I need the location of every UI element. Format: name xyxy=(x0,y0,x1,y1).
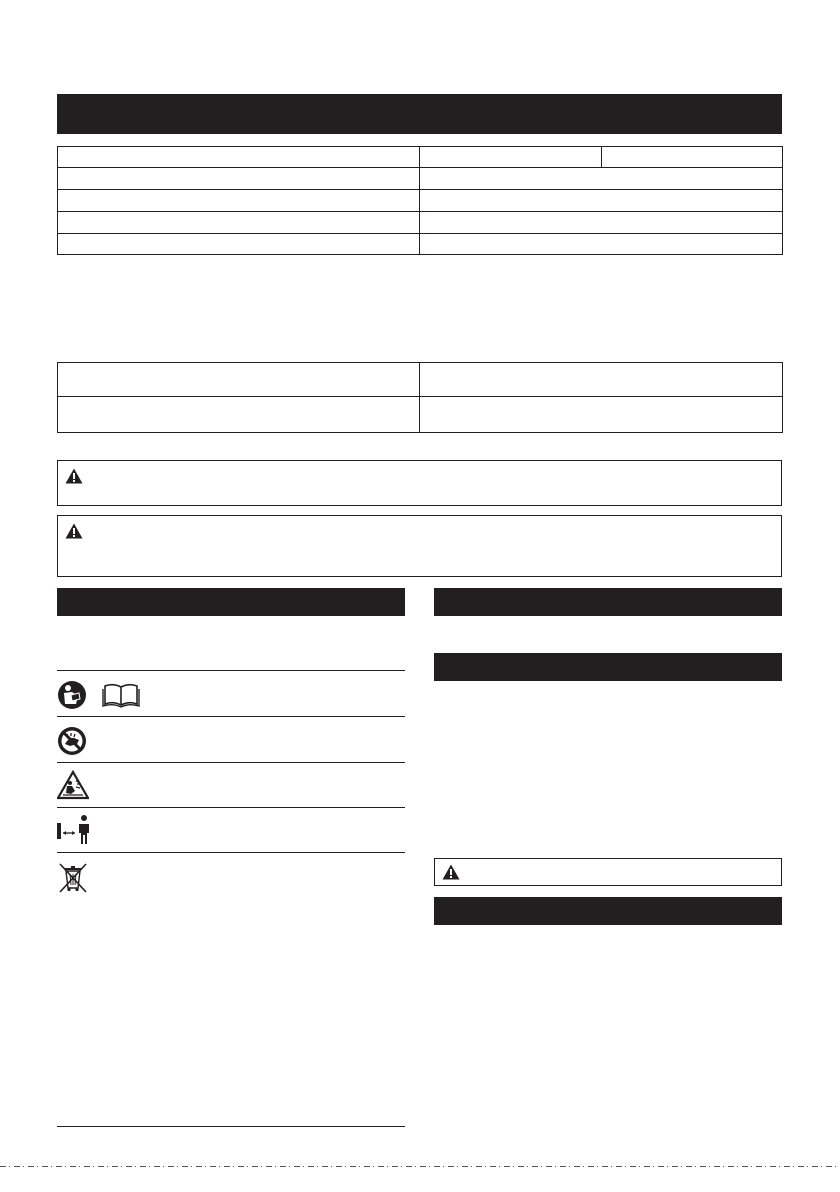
spec-cell xyxy=(420,147,602,168)
specification-table xyxy=(57,146,783,255)
symbol-row xyxy=(57,763,405,807)
warning-triangle-icon xyxy=(65,523,83,539)
page-bottom-edge xyxy=(0,1166,840,1167)
spec-cell xyxy=(420,212,783,234)
crossed-bin-icon xyxy=(57,861,89,893)
read-manual-icon xyxy=(57,680,149,710)
spec-cell xyxy=(58,212,420,234)
vibration-cell xyxy=(58,363,420,397)
symbol-row xyxy=(57,853,405,1125)
vibration-table xyxy=(57,362,783,433)
vibration-cell xyxy=(420,363,783,397)
warning-box xyxy=(434,858,782,886)
no-wet-hands-icon xyxy=(57,726,87,756)
symbol-row xyxy=(57,717,405,762)
warning-box xyxy=(57,515,782,577)
spec-cell xyxy=(420,190,783,212)
page-title-bar xyxy=(57,94,782,134)
vibration-cell xyxy=(58,397,420,433)
symbol-row xyxy=(57,808,405,852)
spec-cell xyxy=(58,147,420,168)
warning-triangle-icon xyxy=(65,468,83,484)
symbol-divider xyxy=(57,1126,405,1127)
warning-triangle-icon xyxy=(442,864,460,880)
spec-cell xyxy=(58,190,420,212)
section-heading-bar xyxy=(434,653,782,681)
vibration-cell xyxy=(420,397,783,433)
section-heading-bar xyxy=(434,897,782,925)
symbol-row xyxy=(57,671,405,716)
flying-debris-hazard-icon xyxy=(57,770,89,800)
spec-cell xyxy=(420,168,783,190)
keep-distance-icon xyxy=(57,814,97,846)
spec-cell xyxy=(58,168,420,190)
spec-cell xyxy=(420,234,783,255)
section-heading-bar xyxy=(434,588,782,616)
warning-box xyxy=(57,460,782,506)
spec-cell xyxy=(58,234,420,255)
spec-cell xyxy=(602,147,783,168)
section-heading-bar xyxy=(57,588,405,616)
